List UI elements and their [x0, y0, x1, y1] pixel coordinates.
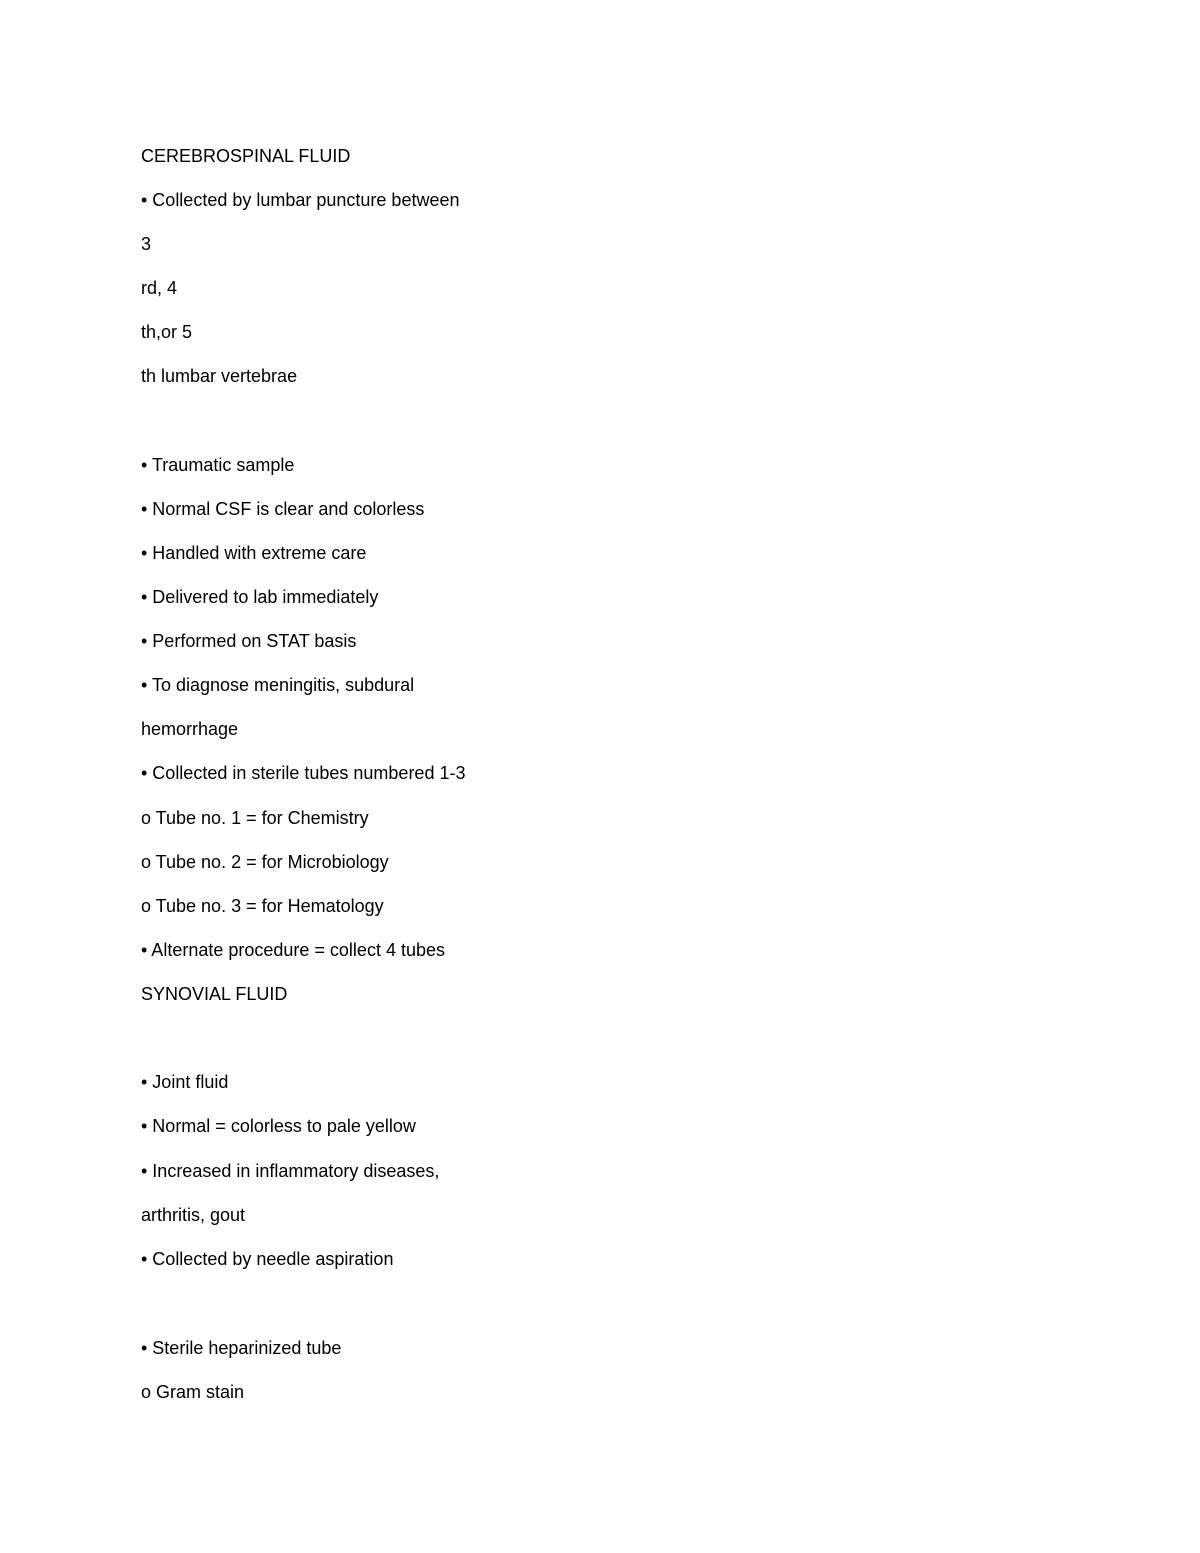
bullet-item: • Alternate procedure = collect 4 tubes: [141, 940, 445, 960]
bullet-item: • Sterile heparinized tube: [141, 1338, 342, 1358]
bullet-item: • Traumatic sample: [141, 455, 295, 475]
text-line: th,or 5: [141, 322, 193, 342]
text-line: hemorrhage: [141, 719, 239, 739]
sub-item: o Tube no. 1 = for Chemistry: [141, 808, 369, 828]
bullet-item: • Collected by lumbar puncture between: [141, 190, 460, 210]
text-line: rd, 4: [141, 278, 178, 298]
section-heading-csf: CEREBROSPINAL FLUID: [141, 146, 351, 166]
bullet-item: • Collected by needle aspiration: [141, 1249, 394, 1269]
bullet-item: • Performed on STAT basis: [141, 631, 357, 651]
bullet-item: • Handled with extreme care: [141, 543, 367, 563]
section-heading-synovial: SYNOVIAL FLUID: [141, 984, 288, 1004]
bullet-item: • Joint fluid: [141, 1072, 229, 1092]
bullet-item: • To diagnose meningitis, subdural: [141, 675, 415, 695]
bullet-item: • Delivered to lab immediately: [141, 587, 379, 607]
sub-item: o Tube no. 3 = for Hematology: [141, 896, 384, 916]
bullet-item: • Normal CSF is clear and colorless: [141, 499, 425, 519]
bullet-item: • Normal = colorless to pale yellow: [141, 1116, 416, 1136]
text-line: 3: [141, 234, 152, 254]
text-line: th lumbar vertebrae: [141, 366, 298, 386]
sub-item: o Tube no. 2 = for Microbiology: [141, 852, 389, 872]
bullet-item: • Collected in sterile tubes numbered 1-3: [141, 763, 466, 783]
bullet-item: • Increased in inflammatory diseases,: [141, 1161, 440, 1181]
text-line: arthritis, gout: [141, 1205, 246, 1225]
sub-item: o Gram stain: [141, 1382, 245, 1402]
